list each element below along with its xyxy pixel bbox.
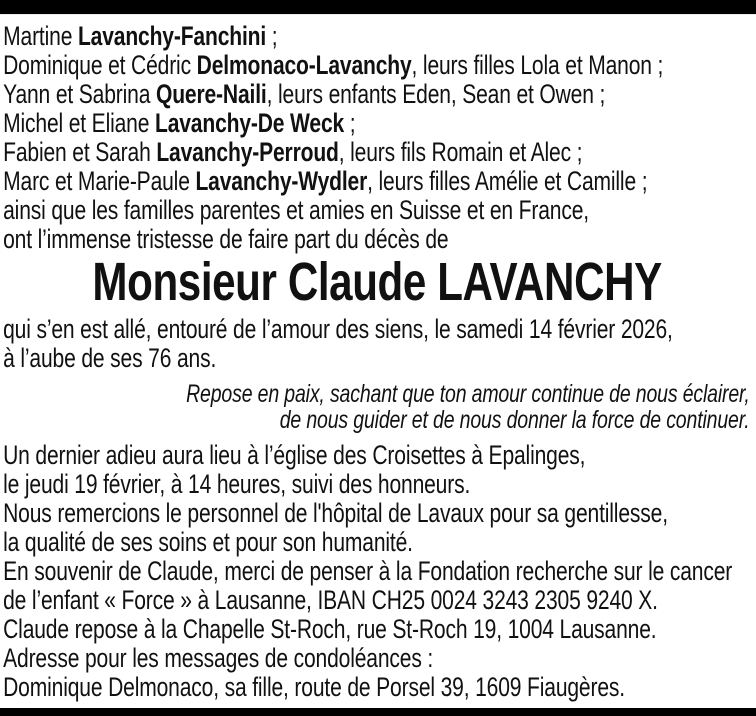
detail-line: la qualité de ses soins et pour son humanité. (3, 527, 413, 557)
family-line-text: ; (344, 108, 356, 138)
family-line (3, 167, 751, 196)
family-name-bold: Lavanchy-De Weck (154, 108, 345, 138)
family-line (3, 138, 751, 167)
ceremony-details-block (3, 441, 751, 702)
detail-line: le jeudi 19 février, à 14 heures, suivi des honneurs. (3, 469, 471, 499)
deceased-name-title: Monsieur Claude LAVANCHY (92, 252, 662, 312)
family-line-text: Marc et Marie-Paule (3, 166, 196, 196)
family-line-text: Michel et Eliane (3, 108, 155, 138)
obituary-notice (0, 14, 756, 702)
family-line-text: Martine (3, 21, 78, 51)
detail-line: Dominique Delmonaco, sa fille, route de Porsel 39, 1609 Fiaugères. (3, 672, 625, 702)
family-line-text: ainsi que les familles parentes et amies en Suisse et en France, (3, 195, 589, 225)
family-line (3, 51, 751, 80)
family-name-bold: Lavanchy-Fanchini (77, 21, 267, 51)
death-statement-line: à l’aube de ses 76 ans. (3, 343, 217, 373)
epitaph-line: de nous guider et de nous donner la force de continuer. (279, 406, 750, 434)
family-line-text: , leurs filles Lola et Manon ; (411, 50, 664, 80)
epitaph-quote (3, 381, 751, 433)
epitaph-line: Repose en paix, sachant que ton amour continue de nous éclairer, (186, 380, 750, 408)
family-name-bold: Delmonaco-Lavanchy (196, 50, 412, 80)
family-line-text: Fabien et Sarah (3, 137, 157, 167)
detail-line: Un dernier adieu aura lieu à l’église des Croisettes à Epalinges, (3, 440, 586, 470)
detail-line: Claude repose à la Chapelle St-Roch, rue St-Roch 19, 1004 Lausanne. (3, 614, 657, 644)
family-line (3, 80, 751, 109)
family-line-text: ont l’immense tristesse de faire part du décès de (3, 224, 449, 254)
family-line-text: , leurs fils Romain et Alec ; (338, 137, 583, 167)
family-name-bold: Quere-Naili (155, 79, 267, 109)
detail-line: Nous remercions le personnel de l'hôpital de Lavaux pour sa gentillesse, (3, 498, 668, 528)
family-line (3, 225, 751, 254)
detail-line: de l’enfant « Force » à Lausanne, IBAN CH25 0024 3243 2305 9240 X. (3, 585, 658, 615)
family-line-text: , leurs filles Amélie et Camille ; (367, 166, 648, 196)
detail-line: En souvenir de Claude, merci de penser à la Fondation recherche sur le cancer (3, 556, 733, 586)
bottom-border-bar (0, 708, 756, 716)
death-statement-block (3, 315, 751, 373)
family-line-text: Dominique et Cédric (3, 50, 197, 80)
top-border-bar (0, 0, 756, 15)
family-line (3, 109, 751, 138)
family-line-text: Yann et Sabrina (3, 79, 156, 109)
detail-line: Adresse pour les messages de condoléances : (3, 643, 434, 673)
family-name-bold: Lavanchy-Perroud (156, 137, 339, 167)
family-announcement-block (3, 22, 751, 254)
family-line-text: ; (266, 21, 278, 51)
family-line-text: , leurs enfants Eden, Sean et Owen ; (266, 79, 606, 109)
family-line (3, 196, 751, 225)
family-line (3, 22, 751, 51)
death-statement-line: qui s’en est allé, entouré de l’amour des siens, le samedi 14 février 2026, (3, 314, 673, 344)
family-name-bold: Lavanchy-Wydler (195, 166, 368, 196)
